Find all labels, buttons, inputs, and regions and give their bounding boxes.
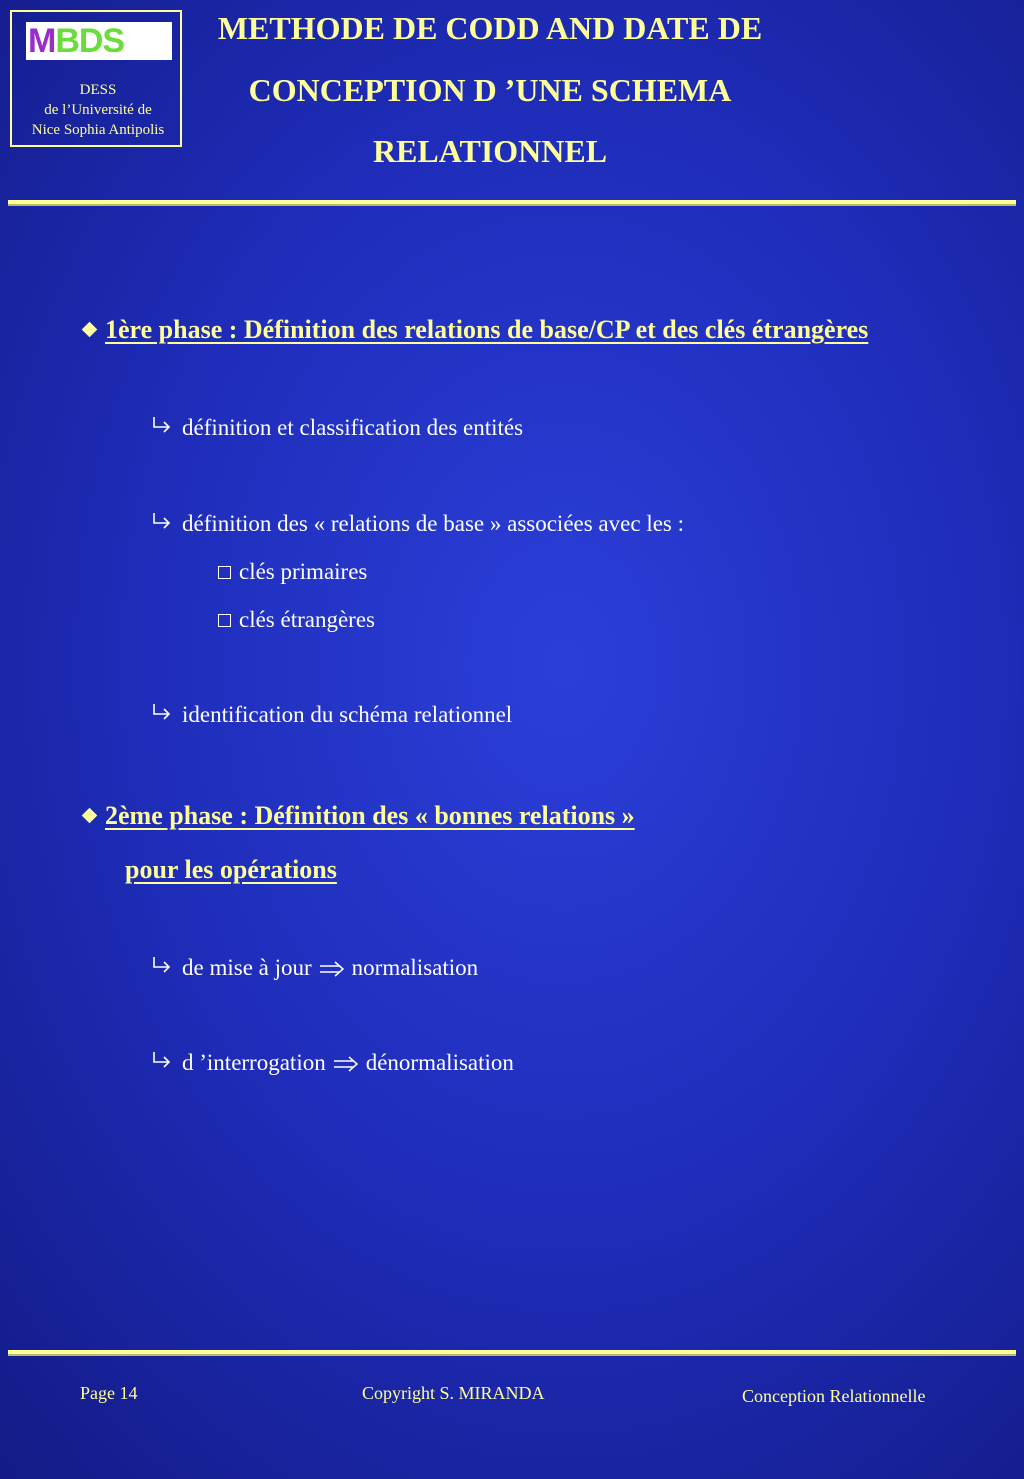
phase1-subitem: clés étrangères (218, 605, 375, 635)
hook-arrow-icon (150, 1050, 174, 1070)
square-bullet-icon (218, 614, 231, 627)
slide-title-line-1: METHODE DE CODD AND DATE DE (217, 10, 763, 46)
implies-arrow-icon (318, 961, 346, 977)
hook-arrow-icon (150, 415, 174, 435)
square-bullet-icon (218, 566, 231, 579)
phase2-item: d ’interrogation dénormalisation (150, 1048, 514, 1078)
phase1-heading: 1ère phase : Définition des relations de base/CP et des clés étrangères (84, 314, 868, 346)
footer-divider (8, 1350, 1016, 1354)
logo-caption-line-2: de l’Université de (44, 102, 152, 118)
diamond-bullet-icon (82, 808, 98, 824)
hook-arrow-icon (150, 955, 174, 975)
phase1-item: définition des « relations de base » associées avec les : (150, 509, 684, 539)
slide-title-line-3: RELATIONNEL (372, 133, 608, 169)
title-divider (8, 200, 1016, 204)
page-number: Page 14 (80, 1383, 138, 1403)
logo-caption-line-3: Nice Sophia Antipolis (31, 122, 165, 138)
logo-frame (10, 10, 182, 147)
phase1-item: définition et classification des entités (150, 413, 523, 443)
phase2-heading-continued: pour les opérations (125, 855, 337, 884)
implies-arrow-icon (332, 1056, 360, 1072)
phase2-item: de mise à jour normalisation (150, 953, 478, 983)
phase2-heading: 2ème phase : Définition des « bonnes relations » (84, 800, 635, 832)
course-name: Conception Relationnelle (742, 1386, 926, 1406)
diamond-bullet-icon (82, 322, 98, 338)
logo-letter-m: M (28, 22, 56, 60)
logo-caption-line-1: DESS (79, 82, 117, 98)
copyright: Copyright S. MIRANDA (362, 1383, 545, 1403)
hook-arrow-icon (150, 702, 174, 722)
mbds-logo (26, 22, 172, 60)
phase1-item: identification du schéma relationnel (150, 700, 512, 730)
slide-title-line-2: CONCEPTION D ’UNE SCHEMA (248, 72, 732, 108)
logo-letters-bds: BDS (55, 22, 125, 60)
phase1-subitem: clés primaires (218, 557, 367, 587)
hook-arrow-icon (150, 511, 174, 531)
